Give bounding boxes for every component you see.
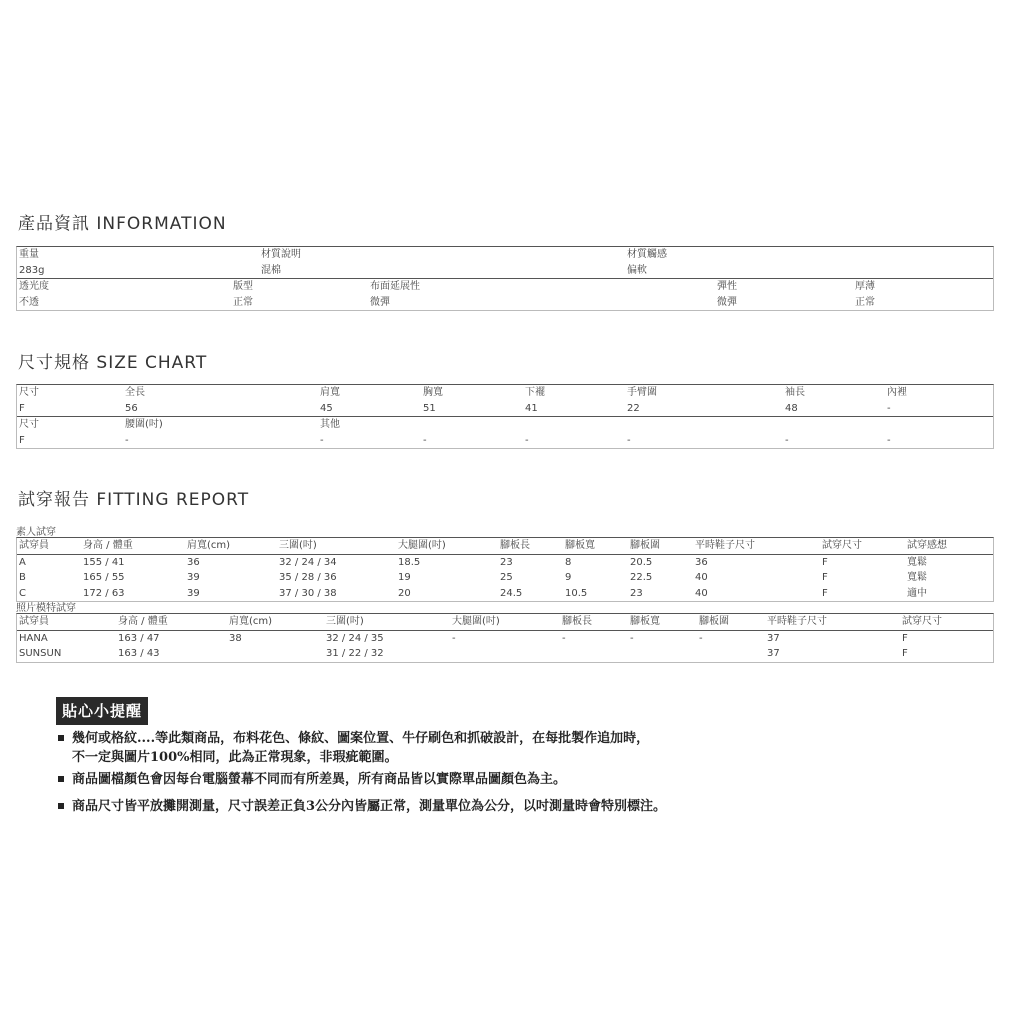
- reminder-item-3: [58, 797, 666, 816]
- reminder-badge: 貼心小提醒: [56, 697, 148, 725]
- size-value: -: [887, 402, 891, 414]
- size-row-2-values: [17, 433, 993, 449]
- model-header-row: [17, 614, 993, 630]
- cell: 22.5: [630, 572, 653, 583]
- size-value: -: [525, 434, 529, 446]
- size-value: -: [423, 434, 427, 446]
- cell: 寬鬆: [907, 572, 927, 583]
- table-row: [17, 554, 993, 571]
- size-label: 胸寬: [423, 387, 443, 398]
- cell: HANA: [19, 632, 48, 644]
- info-label-thickness: 厚薄: [855, 281, 875, 292]
- size-label: 全長: [125, 387, 145, 398]
- size-label: 袖長: [785, 387, 805, 398]
- reminder-text: 不一定與圖片100%相同，此為正常現象，非瑕疵範圍。: [72, 750, 398, 765]
- cell: 20: [398, 587, 411, 599]
- info-value-thickness: 正常: [855, 296, 875, 308]
- cell: C: [19, 587, 26, 599]
- column-header: 腳板長: [500, 540, 530, 551]
- square-bullet-icon: [58, 776, 64, 782]
- cell: 23: [500, 556, 513, 568]
- column-header: 腳板寬: [630, 616, 660, 627]
- size-value: -: [785, 434, 789, 446]
- size-value: F: [19, 434, 25, 446]
- cell: 20.5: [630, 556, 653, 568]
- info-row-2-values: [17, 295, 993, 311]
- table-row: [17, 586, 993, 602]
- reminder-text: 幾何或格紋....等此類商品，布料花色、條紋、圖案位置、牛仔刷色和抓破設計，在每批製作追加時，: [72, 731, 650, 746]
- cell: A: [19, 556, 26, 568]
- info-value-material: 混棉: [261, 264, 281, 276]
- info-value-weight: 283g: [19, 264, 45, 276]
- info-value-texture: 偏軟: [627, 264, 647, 276]
- cell: 165 / 55: [83, 572, 125, 583]
- size-value: 22: [627, 402, 640, 414]
- size-label: 尺寸: [19, 419, 39, 430]
- square-bullet-icon: [58, 803, 64, 809]
- column-header: 平時鞋子尺寸: [767, 616, 827, 627]
- size-label: 內裡: [887, 387, 907, 398]
- cell: 39: [187, 572, 200, 583]
- cell: 適中: [907, 587, 927, 599]
- cell: 155 / 41: [83, 556, 125, 568]
- reminder-item-2: [58, 770, 566, 789]
- cell: 9: [565, 572, 572, 583]
- cell: B: [19, 572, 26, 583]
- size-value: -: [627, 434, 631, 446]
- size-label: 其他: [320, 419, 340, 430]
- column-header: 肩寬(cm): [187, 540, 231, 551]
- model-fitting-label: 照片模特試穿: [16, 603, 76, 614]
- cell: -: [630, 632, 634, 644]
- size-row-1-values: [17, 401, 993, 417]
- cell: 36: [187, 556, 200, 568]
- amateur-header-row: [17, 538, 993, 554]
- column-header: 腳板圍: [699, 616, 729, 627]
- size-row-1-labels: [17, 385, 993, 401]
- reminder-text: 商品圖檔顏色會因每台電腦螢幕不同而有所差異，所有商品皆以實際單品圖顏色為主。: [72, 772, 567, 787]
- size-value: -: [887, 434, 891, 446]
- amateur-fitting-table: [16, 537, 994, 602]
- cell: 32 / 24 / 35: [326, 632, 384, 644]
- info-value-fit: 正常: [233, 296, 253, 308]
- cell: -: [699, 632, 703, 644]
- column-header: 腳板長: [562, 616, 592, 627]
- column-header: 大腿圍(吋): [398, 540, 446, 551]
- cell: 36: [695, 556, 708, 568]
- size-label: 腰圍(吋): [125, 419, 163, 430]
- amateur-fitting-label: 素人試穿: [16, 527, 56, 538]
- cell: 8: [565, 556, 572, 568]
- info-label-opacity: 透光度: [19, 281, 49, 292]
- cell: F: [822, 572, 828, 583]
- info-label-stretch: 布面延展性: [370, 281, 420, 292]
- reminder-text: 商品尺寸皆平放攤開測量，尺寸誤差正負3公分內皆屬正常，測量單位為公分，以吋測量時會特別標注。: [72, 799, 667, 814]
- cell: -: [562, 632, 566, 644]
- cell: F: [822, 587, 828, 599]
- info-value-opacity: 不透: [19, 296, 39, 308]
- info-value-stretch: 微彈: [370, 296, 390, 308]
- cell: 10.5: [565, 587, 588, 599]
- model-fitting-table: [16, 613, 994, 663]
- column-header: 試穿員: [19, 616, 49, 627]
- size-row-2-labels: [17, 416, 993, 433]
- column-header: 試穿員: [19, 540, 49, 551]
- size-value: -: [125, 434, 129, 446]
- cell: 31 / 22 / 32: [326, 648, 384, 659]
- size-value: 45: [320, 402, 333, 414]
- cell: F: [902, 632, 908, 644]
- cell: 37: [767, 648, 780, 659]
- cell: 37: [767, 632, 780, 644]
- cell: 寬鬆: [907, 556, 927, 568]
- info-row-1-labels: [17, 247, 993, 263]
- cell: SUNSUN: [19, 648, 62, 659]
- column-header: 腳板圍: [630, 540, 660, 551]
- info-label-texture: 材質觸感: [627, 249, 667, 260]
- cell: 172 / 63: [83, 587, 125, 599]
- cell: 38: [229, 632, 242, 644]
- info-label-elasticity: 彈性: [717, 281, 737, 292]
- size-value: 56: [125, 402, 138, 414]
- cell: 23: [630, 587, 643, 599]
- size-value: -: [320, 434, 324, 446]
- column-header: 試穿尺寸: [902, 616, 942, 627]
- cell: 39: [187, 587, 200, 599]
- column-header: 身高 / 體重: [118, 616, 168, 627]
- cell: 25: [500, 572, 513, 583]
- column-header: 三圍(吋): [279, 540, 317, 551]
- cell: -: [452, 632, 456, 644]
- size-label: 下襬: [525, 387, 545, 398]
- cell: 163 / 47: [118, 632, 160, 644]
- info-label-fit: 版型: [233, 281, 253, 292]
- column-header: 平時鞋子尺寸: [695, 540, 755, 551]
- cell: 18.5: [398, 556, 421, 568]
- size-chart-table: [16, 384, 994, 449]
- cell: F: [902, 648, 908, 659]
- column-header: 三圍(吋): [326, 616, 364, 627]
- cell: 40: [695, 572, 708, 583]
- table-row: [17, 570, 993, 586]
- info-value-elasticity: 微彈: [717, 296, 737, 308]
- info-label-weight: 重量: [19, 249, 39, 260]
- cell: 24.5: [500, 587, 523, 599]
- information-table: [16, 246, 994, 311]
- cell: 37 / 30 / 38: [279, 587, 337, 599]
- cell: 163 / 43: [118, 648, 160, 659]
- cell: 40: [695, 587, 708, 599]
- info-label-material: 材質說明: [261, 249, 301, 260]
- square-bullet-icon: [58, 735, 64, 741]
- size-label: 尺寸: [19, 387, 39, 398]
- cell: F: [822, 556, 828, 568]
- size-chart-heading: 尺寸規格 SIZE CHART: [18, 353, 208, 373]
- fitting-report-heading: 試穿報告 FITTING REPORT: [18, 490, 250, 510]
- size-label: 手臂圍: [627, 387, 657, 398]
- column-header: 肩寬(cm): [229, 616, 273, 627]
- column-header: 腳板寬: [565, 540, 595, 551]
- column-header: 大腿圍(吋): [452, 616, 500, 627]
- information-heading: 產品資訊 INFORMATION: [18, 214, 227, 234]
- info-row-2-labels: [17, 278, 993, 295]
- column-header: 試穿尺寸: [822, 540, 862, 551]
- cell: 19: [398, 572, 411, 583]
- size-value: F: [19, 402, 25, 414]
- table-row: [17, 630, 993, 647]
- cell: 35 / 28 / 36: [279, 572, 337, 583]
- size-label: 肩寬: [320, 387, 340, 398]
- info-row-1-values: [17, 263, 993, 279]
- column-header: 試穿感想: [907, 540, 947, 551]
- size-value: 51: [423, 402, 436, 414]
- cell: 32 / 24 / 34: [279, 556, 337, 568]
- column-header: 身高 / 體重: [83, 540, 133, 551]
- size-value: 48: [785, 402, 798, 414]
- size-value: 41: [525, 402, 538, 414]
- table-row: [17, 646, 993, 662]
- reminder-item-1: [58, 729, 649, 767]
